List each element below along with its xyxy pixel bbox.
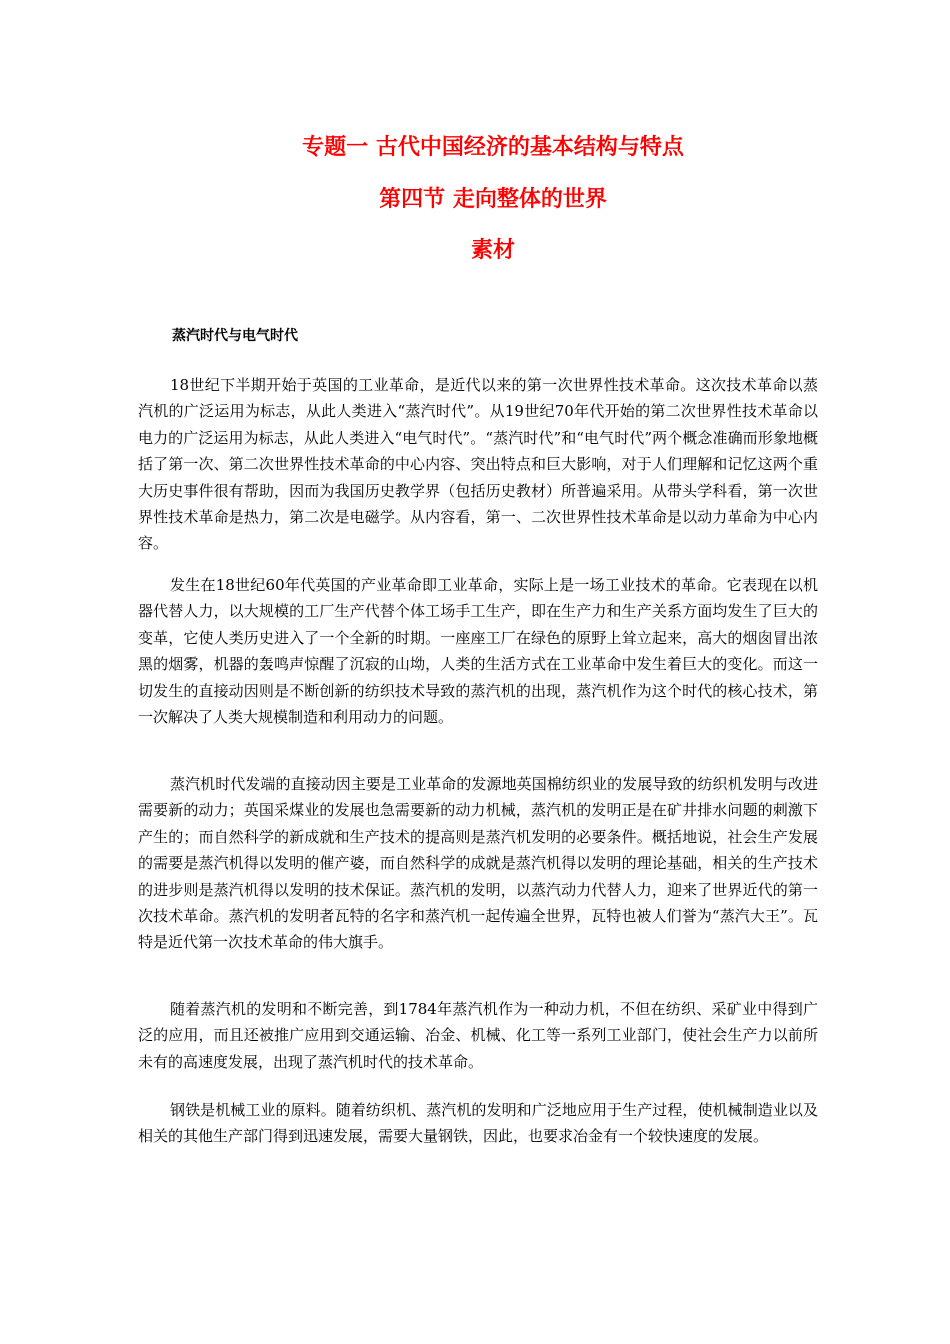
paragraph-1: 18世纪下半期开始于英国的工业革命，是近代以来的第一次世界性技术革命。这次技术革命以蒸汽机的广泛运用为标志，从此人类进入“蒸汽时代”。从19世纪70年代开始的第二次世界性技术革命以电力的广泛运用为标志，从此人类进入“电气时代”。“蒸汽时代”和“电气时代”两个概念准确而形象地概括了第一次、第二次世界性技术革命的中心内容、突出特点和巨大影响，对于人们理解和记忆这两个重大历史事件很有帮助，因而为我国历史教学界（包括历史教材）所普遍采用。从带头学科看，第一次世界性技术革命是热力，第二次是电磁学。从内容看，第一、二次世界性技术革命是以动力革命为中心内容。 bbox=[138, 376, 818, 553]
paragraph-3: 蒸汽机时代发端的直接动因主要是工业革命的发源地英国棉纺织业的发展导致的纺织机发明与改进需要新的动力；英国采煤业的发展也急需要新的动力机械，蒸汽机的发明正是在矿井排水问题的刺激下产生的；而自然科学的新成就和生产技术的提高则是蒸汽机发明的必要条件。概括地说，社会生产发展的需要是蒸汽机得以发明的催产婆，而自然科学的成就是蒸汽机得以发明的理论基础，相关的生产技术的进步则是蒸汽机得以发明的技术保证。蒸汽机的发明，以蒸汽动力代替人力，迎来了世界近代的第一次技术革命。蒸汽机的发明者瓦特的名字和蒸汽机一起传遍全世界，瓦特也被人们誉为“蒸汽大王”。瓦特是近代第一次技术革命的伟大旗手。 bbox=[138, 775, 818, 952]
paragraph-5: 钢铁是机械工业的原料。随着纺织机、蒸汽机的发明和广泛地应用于生产过程，使机械制造业以及相关的其他生产部门得到迅速发展，需要大量钢铁，因此，也要求冶金有一个较快速度的发展。 bbox=[138, 1101, 818, 1146]
paragraph-4: 随着蒸汽机的发明和不断完善，到1784年蒸汽机作为一种动力机，不但在纺织、采矿业中得到广泛的应用，而且还被推广应用到交通运输、冶金、机械、化工等一系列工业部门，使社会生产力以前所未有的高速度发展，出现了蒸汽机时代的技术革命。 bbox=[138, 1000, 818, 1071]
material-title: 素材 bbox=[470, 238, 515, 263]
section-heading: 蒸汽时代与电气时代 bbox=[172, 328, 298, 344]
paragraph-2: 发生在18世纪60年代英国的产业革命即工业革命，实际上是一场工业技术的革命。它表现在以机器代替人力，以大规模的工厂生产代替个体工场手工生产，即在生产力和生产关系方面均发生了巨大的变革，它使人类历史进入了一个全新的时期。一座座工厂在绿色的原野上耸立起来，高大的烟囱冒出浓黑的烟雾，机器的轰鸣声惊醒了沉寂的山坳，人类的生活方式在工业革命中发生着巨大的变化。而这一切发生的直接动因则是不断创新的纺织技术导致的蒸汽机的出现，蒸汽机作为这个时代的核心技术，第一次解决了人类大规模制造和利用动力的问题。 bbox=[138, 576, 818, 727]
section-title: 第四节 走向整体的世界 bbox=[379, 187, 607, 212]
topic-title: 专题一 古代中国经济的基本结构与特点 bbox=[302, 135, 684, 160]
